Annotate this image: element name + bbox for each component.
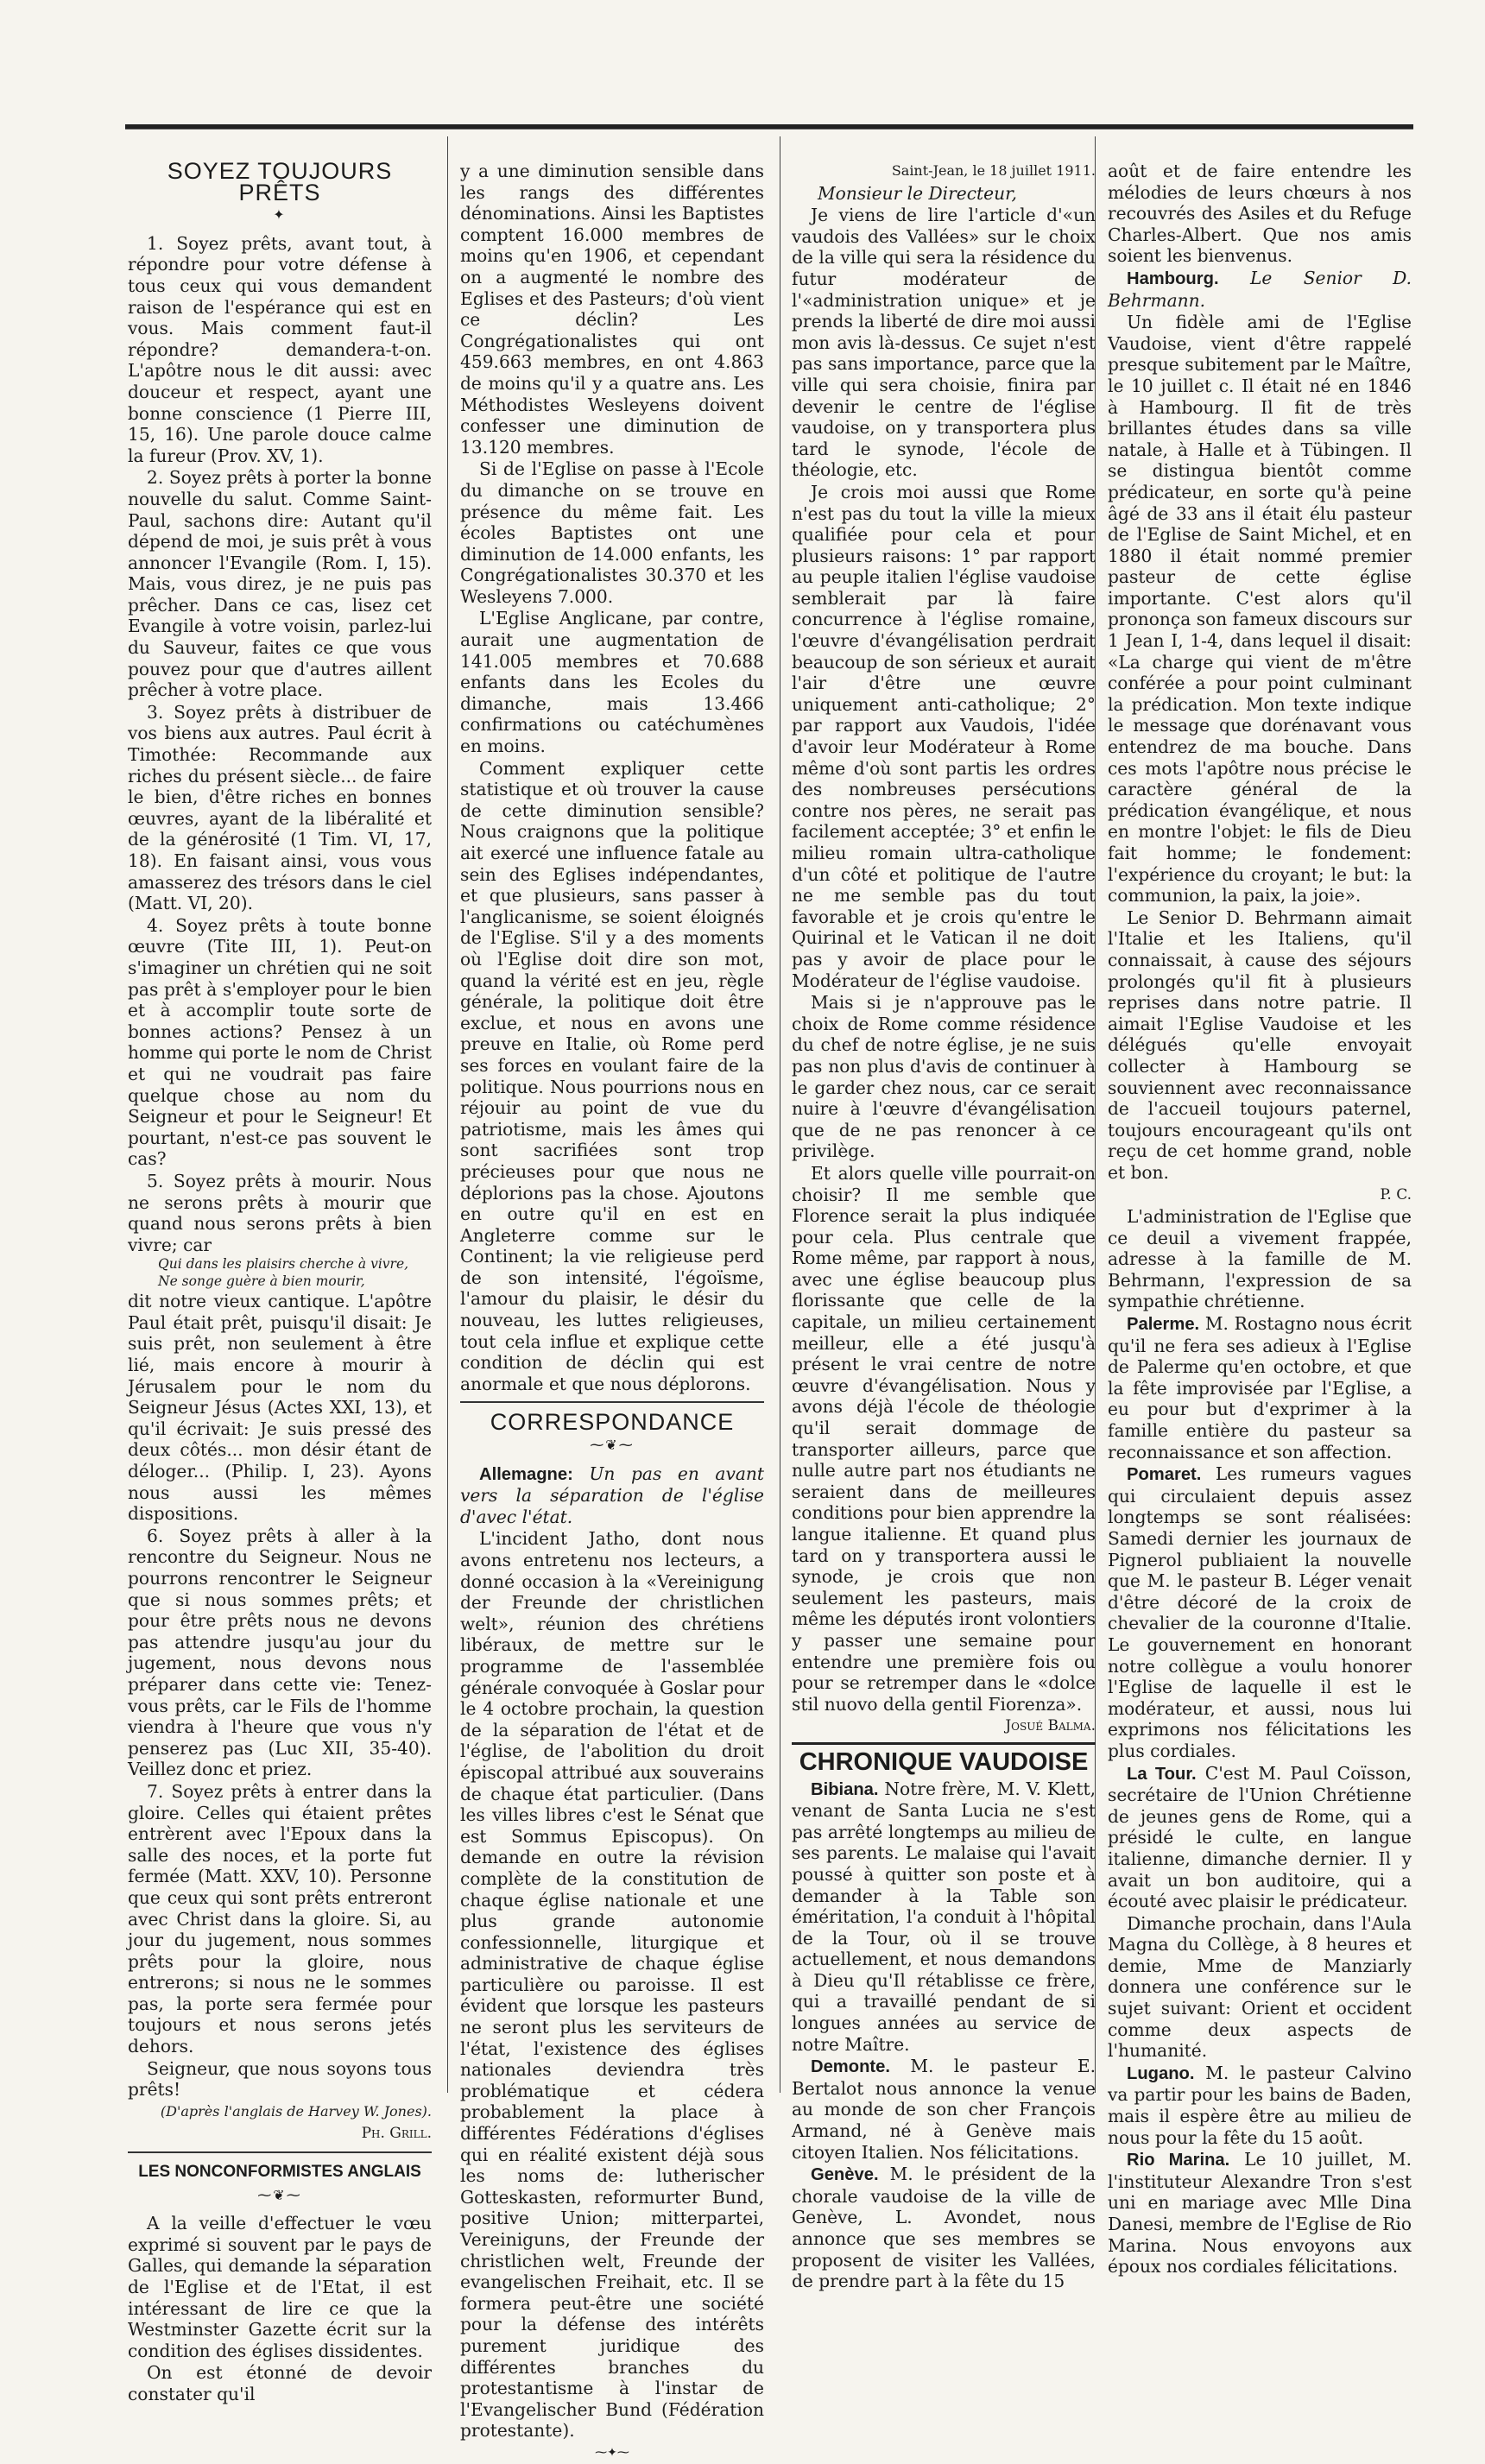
title-ornament: ⁓❦⁓ [590, 1437, 635, 1454]
news-item [1108, 1763, 1412, 1912]
news-text: M. le pasteur E. Bertalot nous annonce la venue au monde de son cher François Armand, né à Genève mais citoyen Italien. Nos félicitations. [792, 2056, 1096, 2163]
paragraph: 1. Soyez prêts, avant tout, à répondre pour votre défense à tous ceux qui vous demandent raison de l'espérance qui est en vous. Mais comment faut-il répondre? demandera-t-on. L'apôtre nous le dit aussi: avec douceur et respect, ayant une bonne conscience (1 Pierre III, 15, 16). Une parole douce calme la fureur (Prov. XV, 1). [128, 232, 432, 466]
paragraph: Mais si je n'approuve pas le choix de Rome comme résidence du chef de notre église, je ne suis pas non plus d'avis de continuer à le garder chez nous, car ce serait nuire à l'œuvre d'évangélisation que de ne pas renoncer à ce privilège. [792, 992, 1096, 1162]
place-name: Genève. [811, 2165, 879, 2185]
paragraph: 3. Soyez prêts à distribuer de vos biens aux autres. Paul écrit à Timothée: Recommande aux riches du présent siècle... de faire le bien, d'être riches en bonnes œuvres, ayant de la libéralité et de la générosité (1 Tim. VI, 17, 18). En faisant ainsi, vous vous amasserez des trésors dans le ciel (Matt. VI, 20). [128, 701, 432, 914]
paragraph: Un fidèle ami de l'Eglise Vaudoise, vient d'être rappelé presque subitement par le Maître, le 10 juillet c. Il était né en 1846 à Hambourg. Il fit de très brillantes études dans sa ville natale, à Halle et à Tübingen. Il se distingua bientôt comme prédicateur, en sorte qu'à peine âgé de 33 ans il était élu pasteur de l'Eglise de Saint Michel, et en 1880 il était nommé premier pasteur de cette église importante. C'est alors qu'il prononça son fameux discours sur 1 Jean I, 1-4, dans lequel il disait: «La charge qui vient de m'être conférée a pour point culminant la prédication. Mon texte indique le message que dorénavant vous entendrez de ma bouche. Dans ces mots l'apôtre nous précise le caractère général de la prédication évangélique, et nous en montre l'objet: le fils de Dieu fait homme; le fondement: l'expérience du croyant; le but: la communion, la paix, la joie». [1108, 312, 1412, 907]
signature: Ph. Grill. [361, 2125, 432, 2143]
news-text: C'est M. Paul Coïsson, secrétaire de l'Union Chrétienne de jeunes gens de Rome, qui a présidé le culte, en langue italienne, dimanche dernier. Il y avait un bon auditoire, qui a écouté avec plaisir le prédicateur. [1108, 1762, 1412, 1912]
separator [128, 2151, 432, 2153]
paragraph: Je viens de lire l'article d'«un vaudois des Vallées» sur le choix de la ville qui sera la résidence du futur modérateur de l'«administration unique» et je prends la liberté de dire moi aussi mon avis là-dessus. Ce sujet n'est pas sans importance, parce que la ville qui sera choisie, finira par devenir le centre de l'église vaudoise, on y transportera plus tard le synode, l'école de théologie, etc. [792, 205, 1096, 481]
news-lead [460, 1463, 764, 1528]
paragraph: 6. Soyez prêts à aller à la rencontre du Seigneur. Nous ne pourrons rencontrer le Seigneur que si nous sommes prêts; et pour être prêts nous ne devons pas attendre jusqu'au jour du jugement, nous devons nous préparer dans cette vie: Tenez-vous prêts, car le Fils de l'homme viendra à l'heure que vous n'y penserez pas (Luc XII, 35-40). Veillez donc et priez. [128, 1525, 432, 1780]
news-item [1108, 2063, 1412, 2148]
paragraph: 2. Soyez prêts à porter la bonne nouvelle du salut. Comme Saint-Paul, sachons dire: Autant qu'il dépend de moi, je suis prêt à vous annoncer l'Evangile (Rom. I, 15). Mais, vous direz, je ne puis pas prêcher. Dans ce cas, lisez cet Evangile à votre voisin, parlez-lui du Sauveur, faites ce que vous pouvez pour que d'autres aillent prêcher à votre place. [128, 467, 432, 701]
news-item [792, 1779, 1096, 2056]
paragraph: L'Eglise Anglicane, par contre, aurait une augmentation de 141.005 membres et 70.688 enfants dans les Ecoles du dimanche, mais 13.466 confirmations ou catéchumènes en moins. [460, 608, 764, 757]
place-name: Bibiana. [811, 1779, 879, 1799]
column-3 [792, 161, 1096, 2292]
verse-line: Ne songe guère à bien mourir, [158, 1273, 365, 1290]
section-title: CORRESPONDANCE [490, 1409, 735, 1436]
paragraph: Je crois moi aussi que Rome n'est pas du tout la ville la mieux qualifiée pour cela et pour plusieurs raisons: 1° par rapport au peuple italien l'église vaudoise semblerait par là faire concurrence à l'église romaine, l'œuvre d'évangélisation perdrait beaucoup de son sérieux et aurait l'air d'être une œuvre uniquement anti-catholique; 2° par rapport aux Vaudois, l'idée d'avoir leur Modérateur à Rome même d'où sont partis les ordres des nombreuses persécutions contre nos pères, ne serait pas facilement acceptée; 3° et enfin le milieu romain ultra-catholique d'un côté et politique de l'autre ne me semble pas du tout favorable et je crois qu'entre le Quirinal et le Vatican il ne doit pas y avoir de place pour le Modérateur de l'église vaudoise. [792, 481, 1096, 991]
title-ornament: ✦ [273, 206, 287, 224]
column-4 [1108, 161, 1412, 2278]
news-item [1108, 268, 1412, 311]
column-2 [460, 161, 764, 2460]
paragraph: A la veille d'effectuer le vœu exprimé si souvent par le pays de Galles, qui demande la séparation de l'Eglise et de l'Etat, il est intéressant de lire ce que la Westminster Gazette écrit sur la condition des églises dissidentes. [128, 2213, 432, 2361]
verse-line: Qui dans les plaisirs cherche à vivre, [158, 1256, 409, 1273]
news-subtitle: Le Senior D. Behrmann. [1108, 267, 1412, 311]
place-name: Palerme. [1127, 1315, 1200, 1335]
top-rule [125, 124, 1413, 130]
paragraph: Seigneur, que nous soyons tous prêts! [128, 2057, 432, 2101]
paragraph: dit notre vieux cantique. L'apôtre Paul était prêt, puisqu'il disait: Je suis prêt, non seulement à être lié, mais encore à mourir à Jérusalem pour le nom du Seigneur Jésus (Actes XXI, 13), et qu'il écrivait: Je suis pressé des deux côtés... mon désir étant de déloger... (Philip. I, 23). Ayons nous aussi les mêmes dispositions. [128, 1291, 432, 1525]
news-text: M. le pasteur Calvino va partir pour les bains de Baden, mais il espère être au milieu de nous pour la fête du 15 août. [1108, 2062, 1412, 2148]
end-ornament: ⁓✦⁓ [595, 2445, 629, 2460]
place-name: Hambourg. [1127, 269, 1219, 288]
news-text: M. Rostagno nous écrit qu'il ne fera ses adieux à l'Eglise de Palerme qu'en octobre, et que la fête improvisée par l'Eglise, a eu pour but d'exprimer à la famille entière du pasteur sa reconnaissance et son affection. [1108, 1313, 1412, 1463]
paragraph: Et alors quelle ville pourrait-on choisir? Il me semble que Florence serait la plus indiquée pour cela. Plus centrale que Rome même, par rapport à nous, avec une église beaucoup plus florissante que celle de la capitale, un milieu certainement meilleur, elle a été jusqu'à présent le vrai centre de notre œuvre d'évangélisation. Nous y avons déjà l'école de théologie qu'il serait dommage de transporter ailleurs, parce que nulle autre part nos étudiants ne seraient dans de meilleures conditions pour bien apprendre la langue italienne. Et quand plus tard on y transportera aussi le synode, je crois que non seulement les pasteurs, mais même les députés iront volontiers y passer une semaine pour entendre une première fois ou pour se retremper dans le «dolce stil nuovo della gentil Fiorenza». [792, 1162, 1096, 1715]
news-text: Le 10 juillet, M. l'instituteur Alexandre Tron s'est uni en mariage avec Mlle Dina Danesi, membre de l'Eglise de Rio Marina. Nous envoyons aux époux nos cordiales félicitations. [1108, 2149, 1412, 2278]
paragraph: 4. Soyez prêts à toute bonne œuvre (Tite III, 1). Peut-on s'imaginer un chrétien qui ne soit pas prêt à s'employer pour le bien et à accomplir toute sorte de bonnes actions? Pensez à un homme qui porte le nom de Christ et qui ne voudrait pas faire quelque chose au nom du Seigneur et pour le Seigneur! Et pourtant, n'est-ce pas souvent le cas? [128, 914, 432, 1170]
paragraph: Dimanche prochain, dans l'Aula Magna du Collège, à 8 heures et demie, Mme de Manziarly donnera une conférence sur le sujet suivant: Orient et occident comme deux aspects de l'humanité. [1108, 1912, 1412, 2062]
signature: P. C. [1380, 1185, 1412, 1204]
separator [460, 1401, 764, 1403]
news-text: Les rumeurs vagues qui circulaient depuis assez longtemps se sont réalisées: Samedi dernier les journaux de Pignerol publiaient la nouvelle que M. le pasteur B. Léger venait d'être décoré de la croix de chevalier de la couronne d'Italie. Le gouvernement en honorant notre collègue a voulu honorer l'Eglise de laquelle il est le modérateur, et aussi, nous lui exprimons nos félicitations les plus cordiales. [1108, 1463, 1412, 1761]
column-1 [128, 158, 432, 2404]
letter-date: Saint-Jean, le 18 juillet 1911. [891, 162, 1096, 179]
paragraph: On est étonné de devoir constater qu'il [128, 2362, 432, 2404]
paragraph: L'incident Jatho, dont nous avons entretenu nos lecteurs, a donné occasion à la «Vereinigung der Freunde der christlichen welt», réunion des chrétiens libéraux, de mettre sur le programme de l'assemblée générale convoquée à Goslar pour le 4 octobre prochain, la question de la séparation de l'état et de l'église, de l'abolition du droit épiscopal attribué aux souverains de chaque état particulier. (Dans les villes libres c'est le Sénat que est Sommus Episcopus). On demande en outre la révision complète de la constitution de chaque église nationale et une plus grande autonomie confessionnelle, liturgique et administrative de chaque église particulière ou paroisse. Il est évident que lorsque les pasteurs ne seront plus les serviteurs de l'état, l'existence des églises nationales deviendra très problématique et cédera probablement la place à différentes Fédérations d'églises qui en réalité existent déjà sous les noms de: lutherischer Gotteskasten, reformurter Bund, positive Union; mitterpartei, Vereiniguns, der Freunde der christlichen welt, Freunde der evangelischen Freihait, etc. Il se formera peut-être une société pour la défense des intérêts purement juridique des différentes branches du protestantisme à l'instar de l'Evangelischer Bund (Fédération protestante). [460, 1528, 764, 2442]
column-divider [447, 136, 448, 2093]
paragraph: 5. Soyez prêts à mourir. Nous ne serons prêts à mourir que quand nous serons prêts à bien vivre; car [128, 1170, 432, 1255]
source-note: (D'après l'anglais de Harvey W. Jones). [160, 2102, 432, 2120]
news-item [1108, 1313, 1412, 1463]
paragraph: L'administration de l'Eglise que ce deuil a vivement frappée, adresse à la famille de M. Behrmann, l'expression de sa sympathie chrétienne. [1108, 1206, 1412, 1312]
salutation: Monsieur le Directeur, [818, 182, 1017, 204]
place-name: Allemagne: [479, 1464, 573, 1484]
news-item [792, 2164, 1096, 2292]
signature: Josué Balma. [1005, 1717, 1096, 1735]
news-text: M. le président de la chorale vaudoise de la ville de Genève, L. Avondet, nous annonce que ses membres se proposent de visiter les Vallées, de prendre part à la fête du 15 [792, 2164, 1096, 2292]
paragraph: Comment expliquer cette statistique et où trouver la cause de cette diminution sensible? Nous craignons que la politique ait exercé une influence fatale au sein des Eglises indépendantes, et que plusieurs, sans passer à l'anglicanisme, se soient éloignés de l'Eglise. S'il y a des moments où l'Eglise doit dire son mot, quand la vérité est en jeu, règle générale, la politique doit être exclue, et nous en avons une preuve en Italie, où Rome perd ses forces en voulant faire de la politique. Nous pourrions nous en réjouir au point de vue du patriotisme, mais les âmes qui sont sacrifiées sont trop précieuses pour que nous ne déplorions pas la chose. Ajoutons en outre qu'il en est en Angleterre comme sur le Continent; la vie religieuse perd de son intensité, l'égoïsme, l'amour du plaisir, le désir du nouveau, les luttes religieuses, tout cela influe et explique cette condition de déclin qui est anormale et que nous déplorons. [460, 757, 764, 1394]
article-title: SOYEZ TOUJOURS PRÊTS [167, 158, 393, 205]
news-item [1108, 2149, 1412, 2278]
place-name: Demonte. [811, 2057, 890, 2077]
paragraph: août et de faire entendre les mélodies de leurs chœurs à nos recouvrés des Asiles et du Refuge Charles-Albert. Que nos amis soient les bienvenus. [1108, 161, 1412, 267]
place-name: Pomaret. [1127, 1465, 1202, 1485]
news-item [1108, 1463, 1412, 1761]
lead-text: Un pas en avant vers la séparation de l'église d'avec l'état. [460, 1463, 764, 1527]
news-text: Notre frère, M. V. Klett, venant de Santa Lucia ne s'est pas arrêté longtemps au milieu de ses parents. Le malaise qui l'avait poussé à quitter son poste et à demander à la Table son éméritation, l'a conduit à l'hôpital de la Tour, où il se trouve actuellement, et nous demandons à Dieu qu'Il rétablisse ce frère, qui a travaillé pendant de si longues années au service de notre Maître. [792, 1778, 1096, 2055]
paragraph: Le Senior D. Behrmann aimait l'Italie et les Italiens, qu'il connaissait, à cause des séjours prolongés qu'il fit à plusieurs reprises dans notre patrie. Il aimait l'Eglise Vaudoise et les délégués qu'elle envoyait collecter à Hambourg se souviennent avec reconnaissance de l'accueil toujours paternel, toujours encourageant qu'ils ont reçu de cet homme grand, noble et bon. [1108, 907, 1412, 1183]
section-title: CHRONIQUE VAUDOISE [792, 1742, 1096, 1773]
paragraph: y a une diminution sensible dans les rangs des différentes dénominations. Ainsi les Baptistes comptent 16.000 membres de moins qu'en 1906, et cependant on a augmenté le nombre des Eglises et des Pasteurs; d'où vient ce déclin? Les Congrégationalistes qui ont 459.663 membres, en ont 4.863 de moins qu'il y a quatre ans. Les Méthodistes Wesleyens doivent confesser une diminution de 13.120 membres. [460, 161, 764, 458]
place-name: Lugano. [1127, 2063, 1195, 2083]
place-name: La Tour. [1127, 1764, 1197, 1784]
place-name: Rio Marina. [1127, 2151, 1230, 2170]
article-title: LES NONCONFORMISTES ANGLAIS [138, 2163, 421, 2182]
news-item [792, 2056, 1096, 2163]
title-ornament: ⁓❦⁓ [257, 2186, 302, 2203]
paragraph: 7. Soyez prêts à entrer dans la gloire. Celles qui étaient prêtes entrèrent avec l'Epoux dans la salle des noces, et la porte fut fermée (Matt. XXV, 10). Personne que ceux qui sont prêts entreront avec Christ dans la gloire. Si, au jour du jugement, nous sommes prêts pour la gloire, nous entrerons; si nous ne le sommes pas, la porte sera fermée pour toujours et nous serons jetés dehors. [128, 1780, 432, 2057]
paragraph: Si de l'Eglise on passe à l'Ecole du dimanche on se trouve en présence du même fait. Les écoles Baptistes ont une diminution de 14.000 enfants, les Congrégationalistes 30.370 et les Wesleyens 7.000. [460, 458, 764, 607]
